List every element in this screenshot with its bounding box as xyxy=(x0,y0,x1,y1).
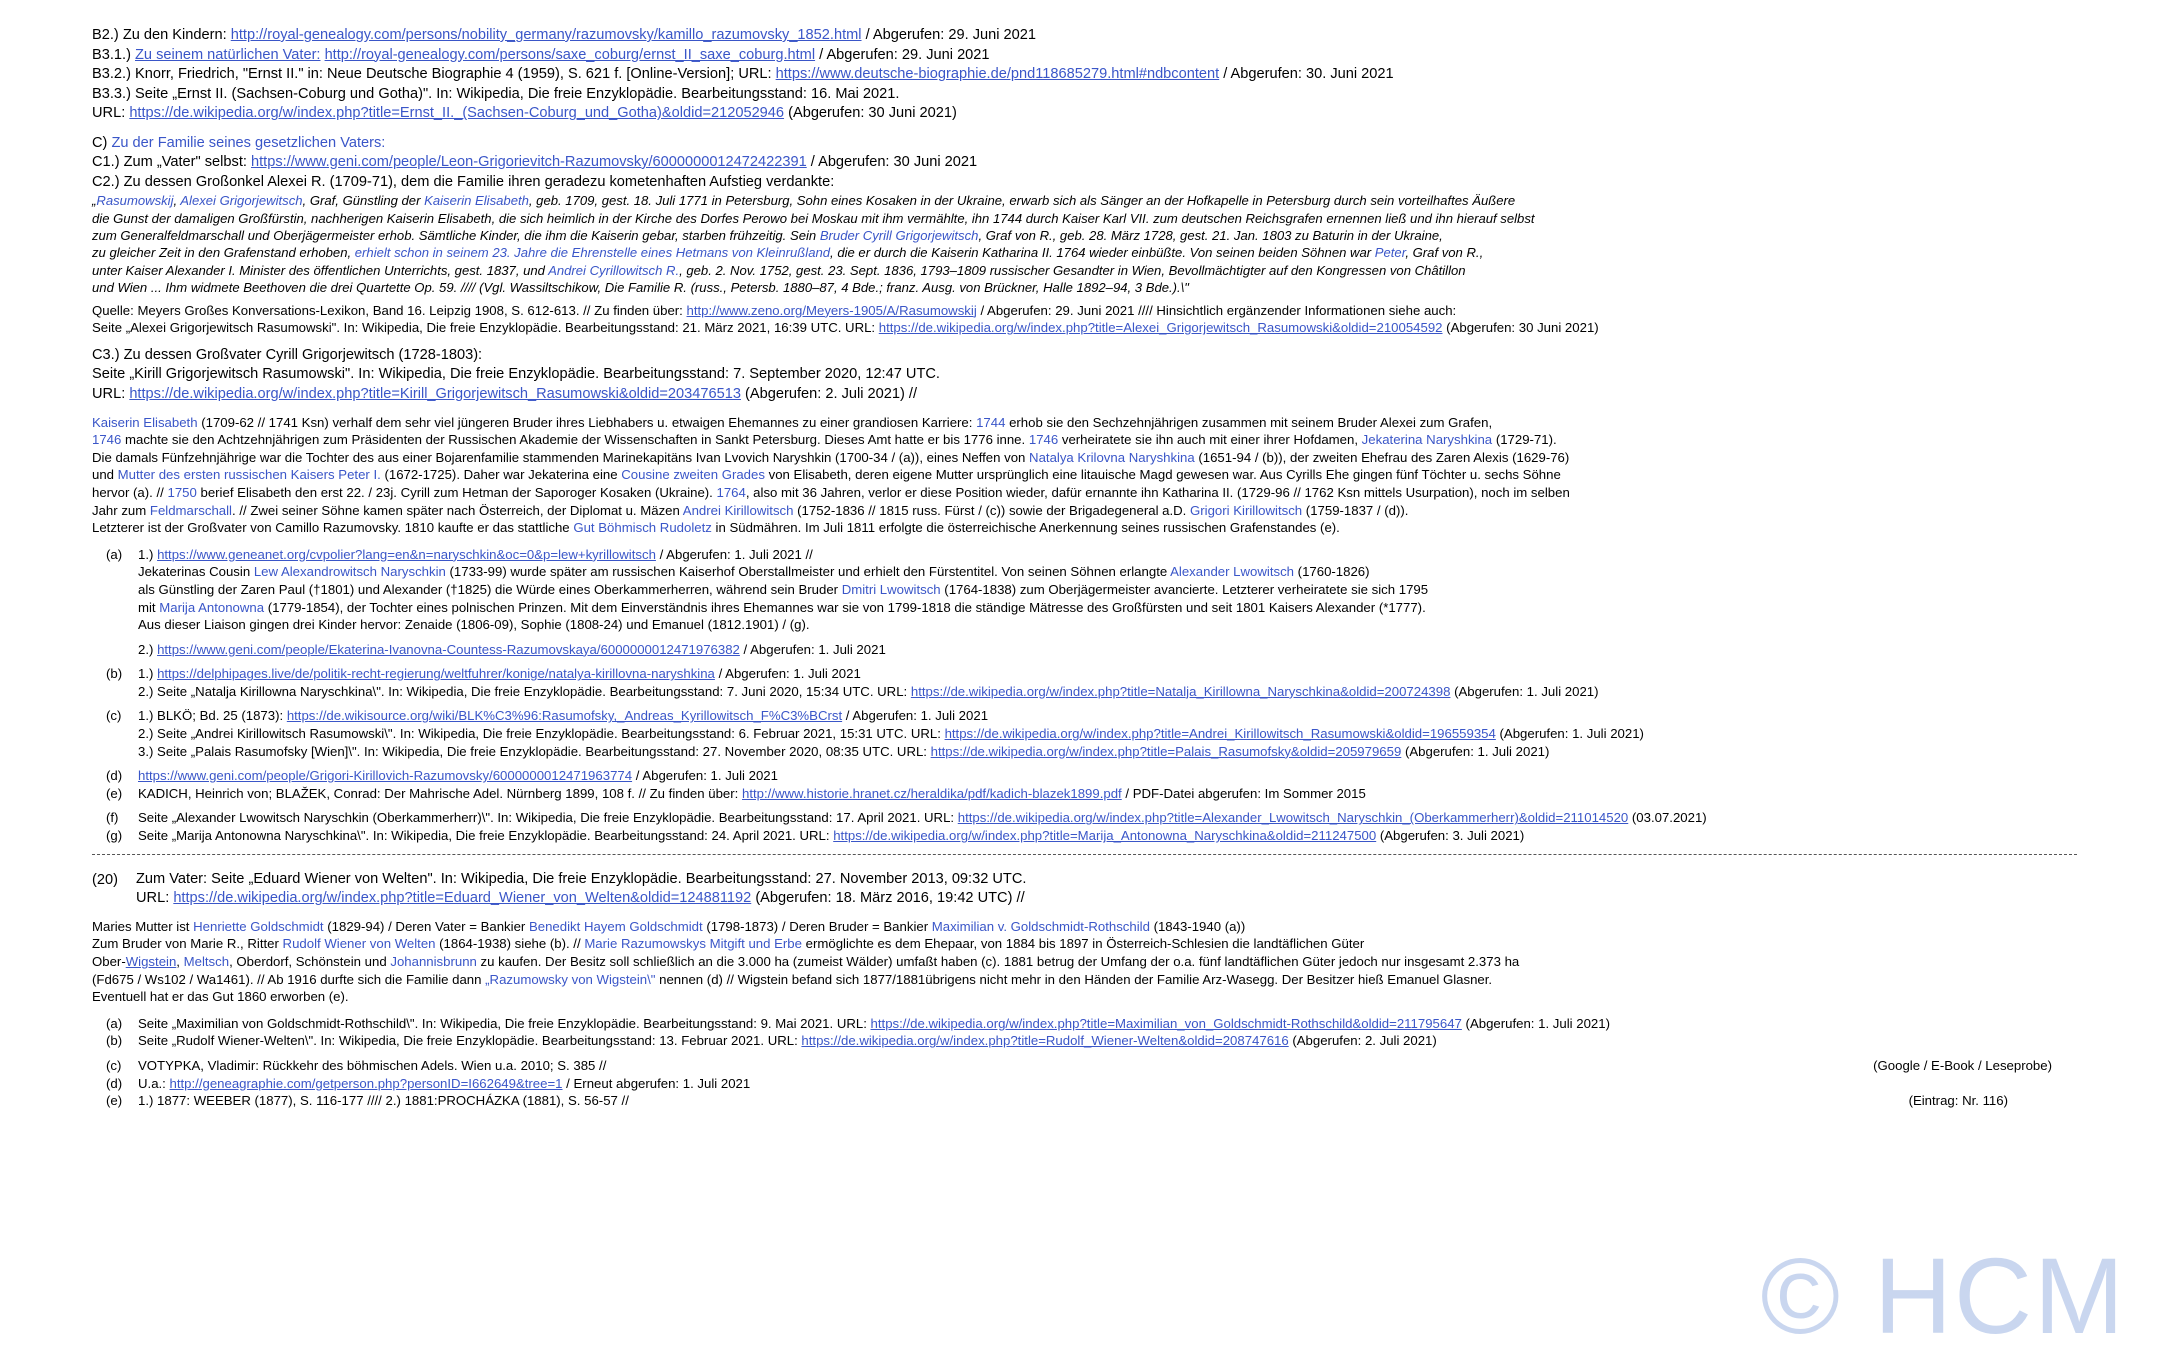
footnote-line: Aus dieser Liaison gingen drei Kinder hervor: Zenaide (1806-09), Sophie (1808-24) und Emanuel (1812.1901) / (g). xyxy=(138,617,810,633)
quote-line: unter Kaiser Alexander I. Minister des öffentlichen Unterrichts, gest. 1837, und Andrei Cyrillowitsch R., geb. 2. Nov. 1752, gest. 23. Sept. 1836, 1793–1809 russischer Gesandter in Wien, Bevollmächtigter auf den Kongressen von Châtillon xyxy=(92,262,1466,278)
quote-line: zum Generalfeldmarschall und Oberjägermeister erhob. Sämtliche Kinder, die ihm die Kaiserin gebar, starben frühzeitig. Sein Bruder Cyrill Grigorjewitsch, Graf von R., geb. 28. März 1728, gest. 21. Jan. 1803 zu Baturin in der Ukraine, xyxy=(92,227,1443,243)
footnote-label: (e) xyxy=(106,785,123,801)
b31-link[interactable]: http://royal-genealogy.com/persons/saxe_coburg/ernst_II_saxe_coburg.html xyxy=(324,46,816,63)
footnote-list-1 xyxy=(92,546,2134,845)
footnote-line: 2.) Seite „Andrei Kirillowitsch Rasumowski\". In: Wikipedia, Die freie Enzyklopädie. Bearbeitungsstand: 6. Februar 2021, 15:31 UTC. URL: https://de.wikipedia.org/w/index.php?title=Andrei_Kirillowitsch_Rasumowski&oldid=196559354 (Abgerufen: 1. Juli 2021) xyxy=(138,726,1644,742)
footnote-note: (Eintrag: Nr. 116) xyxy=(1908,1093,2008,1109)
footnote-line: KADICH, Heinrich von; BLAŽEK, Conrad: Der Mahrische Adel. Nürnberg 1899, 108 f. // Zu finden über: http://www.historie.hranet.cz/heraldika/pdf/kadich-blazek1899.pdf / PDF-Datei abgerufen: Im Sommer 2015 xyxy=(138,785,1366,801)
b2-tail: / Abgerufen: 29. Juni 2021 xyxy=(865,27,1036,43)
footnote-line: https://www.geni.com/people/Grigori-Kirillovich-Razumovsky/6000000012471963774 / Abgerufen: 1. Juli 2021 xyxy=(138,768,778,784)
b31-tail: / Abgerufen: 29. Juni 2021 xyxy=(819,46,990,63)
paragraph-line: 1746 machte sie den Achtzehnjährigen zum Präsidenten der Russischen Akademie der Wissenschaften in Sankt Petersburg. Dieses Amt hatte er bis 1776 inne. 1746 verheiratete sie ihn auch mit einer ihrer Hofdamen, Jekaterina Naryshkina (1729-71). xyxy=(92,432,1557,448)
quote-line: und Wien ... Ihm widmete Beethoven die drei Quartette Op. 59. //// (Vgl. Wassiltschikow, Die Familie R. (russ., Petersb. 1880–87, 4 Bde.; franz. Ausg. von Brückner, Halle 1892–94, 3 Bde.).\" xyxy=(92,280,1189,296)
footnote-row xyxy=(92,1092,2134,1110)
quote-line: die Gunst der damaligen Großfürstin, nachherigen Kaiserin Elisabeth, die sich heimlich in der Kirche des Dorfes Perowo bei Moskau mit ihm vermählte, ihn 1744 durch Kaiser Karl VII. zum deutschen Reichsgrafen ernennen ließ und ihn hierauf selbst xyxy=(92,210,1535,226)
reference-b33-line1 xyxy=(92,85,2134,105)
c3-tail: (Abgerufen: 2. Juli 2021) // xyxy=(745,385,918,402)
footnote-row xyxy=(92,1075,2134,1093)
paragraph-line: Die damals Fünfzehnjährige war die Tochter des aus einer Bojarenfamilie stammenden Marinekapitäns Ivan Lvovich Naryshkin (1700-34 / (a)), eines Neffen von Natalya Krilovna Naryshkina (1651-94 / (b)), der zweiten Ehefrau des Zaren Alexis (1629-76) xyxy=(92,449,1570,465)
footnote-row xyxy=(92,827,2134,845)
c2-wiki-prefix: Seite „Alexei Grigorjewitsch Rasumowski". In: Wikipedia, Die freie Enzyklopädie. Bearbeitungsstand: 21. März 2021, 16:39 UTC. URL: xyxy=(92,320,876,336)
paragraph-line: Eventuell hat er das Gut 1860 erworben (e). xyxy=(92,989,349,1005)
footnote-row xyxy=(92,1032,2134,1050)
b2-link[interactable]: http://royal-genealogy.com/persons/nobility_germany/razumovsky/kamillo_razumovsky_1852.html xyxy=(230,27,862,43)
footnote-line: Seite „Alexander Lwowitsch Naryschkin (Oberkammerherr)\". In: Wikipedia, Die freie Enzyklopädie. Bearbeitungsstand: 17. April 2021. URL: https://de.wikipedia.org/w/index.php?title=Alexander_Lwowitsch_Naryschkin_(Oberkammerherr)&oldid=211014520 (03.07.2021) xyxy=(138,810,1707,826)
footnote-label: (c) xyxy=(106,1057,122,1073)
c2-label: C2.) Zu dessen Großonkel Alexei R. (1709-71), dem die Familie ihren geradezu kometenhaften Aufstieg verdankte: xyxy=(92,173,835,190)
footnote-line: Seite „Maximilian von Goldschmidt-Rothschild\". In: Wikipedia, Die freie Enzyklopädie. Bearbeitungsstand: 9. Mai 2021. URL: https://de.wikipedia.org/w/index.php?title=Maximilian_von_Goldschmidt-Rothschild&oldid=211795647 (Abgerufen: 1. Juli 2021) xyxy=(138,1015,1610,1031)
footnote-label: (c) xyxy=(106,708,122,724)
entry-20-url-link[interactable]: https://de.wikipedia.org/w/index.php?title=Eduard_Wiener_von_Welten&oldid=124881192 xyxy=(173,890,752,907)
c2-source-prefix: Quelle: Meyers Großes Konversations-Lexikon, Band 16. Leipzig 1908, S. 612-613. // Zu finden über: xyxy=(92,302,683,318)
reference-b31 xyxy=(92,46,2134,66)
b33-line1: B3.3.) Seite „Ernst II. (Sachsen-Coburg und Gotha)". In: Wikipedia, Die freie Enzyklopädie. Bearbeitungsstand: 16. Mai 2021. xyxy=(92,85,900,102)
entry-20 xyxy=(92,870,2134,909)
c1-link[interactable]: https://www.geni.com/people/Leon-Grigorievitch-Razumovsky/6000000012472422391 xyxy=(251,153,807,170)
paragraph-line: und Mutter des ersten russischen Kaisers Peter I. (1672-1725). Daher war Jekaterina eine Cousine zweiten Grades von Elisabeth, deren eigene Mutter ursprünglich eine litauische Magd gewesen war. Aus Cyrills Ehe gingen fünf Töchter u. sechs Söhne xyxy=(92,467,1561,483)
c3-url-label: URL: xyxy=(92,385,126,402)
entry-20-url-line xyxy=(136,889,2134,909)
entry-20-paragraph xyxy=(92,918,2134,1006)
paragraph-line: (Fd675 / Ws102 / Wa1461). // Ab 1916 durfte sich die Familie dann „Razumowsky von Wigstein\" nennen (d) // Wigstein befand sich 1877/1881übrigens nicht mehr in den Händen der Familie Arz-Wasegg. Der Besitzer hieß Emanuel Glasner. xyxy=(92,971,1493,987)
footnote-line: mit Marija Antonowna (1779-1854), der Tochter eines polnischen Prinzen. Mit dem Einverständnis ihres Ehemannes war sie von 1799-1818 die ständige Mätresse des Großfürsten und seit 1801 Kaisers Alexander (*1777). xyxy=(138,599,1426,615)
reference-c2-label xyxy=(92,173,2134,193)
watermark: © HCM xyxy=(1760,1235,2126,1356)
b32-tail: / Abgerufen: 30. Juni 2021 xyxy=(1223,66,1394,83)
footnote-label: (b) xyxy=(106,666,123,682)
paragraph-line: Letzterer ist der Großvater von Camillo Razumovsky. 1810 kaufte er das stattliche Gut Böhmisch Rudoletz in Südmähren. Im Juli 1811 erfolgte die österreichische Anerkennung seines russischen Grafenstandes (e). xyxy=(92,520,1340,536)
c2-wiki-line xyxy=(92,319,2134,337)
footnote-text: 1.) 1877: WEEBER (1877), S. 116-177 //// 2.) 1881:PROCHÁZKA (1881), S. 56-57 // xyxy=(138,1093,629,1109)
footnote-line xyxy=(138,1057,2134,1075)
reference-b33-url xyxy=(92,104,2134,124)
b32-link[interactable]: https://www.deutsche-biographie.de/pnd118685279.html#ndbcontent xyxy=(775,66,1220,83)
reference-b2 xyxy=(92,26,2134,46)
footnote-note: (Google / E-Book / Leseprobe) xyxy=(1873,1057,2052,1073)
reference-b32 xyxy=(92,65,2134,85)
footnote-row xyxy=(92,665,2134,700)
footnote-label: (g) xyxy=(106,828,123,844)
footnote-line: Seite „Rudolf Wiener-Welten\". In: Wikipedia, Die freie Enzyklopädie. Bearbeitungsstand: 13. Februar 2021. URL: https://de.wikipedia.org/w/index.php?title=Rudolf_Wiener-Welten&oldid=208747616 (Abgerufen: 2. Juli 2021) xyxy=(138,1033,1437,1049)
footnote-label: (b) xyxy=(106,1033,123,1049)
b31-label: B3.1.) xyxy=(92,46,131,63)
footnote-line: U.a.: http://geneagraphie.com/getperson.php?personID=I662649&tree=1 / Erneut abgerufen: 1. Juli 2021 xyxy=(138,1075,751,1091)
paragraph-line: Jahr zum Feldmarschall. // Zwei seiner Söhne kamen später nach Österreich, der Diplomat u. Mäzen Andrei Kirillowitsch (1752-1836 // 1815 russ. Fürst / (c)) sowie der Brigadegeneral a.D. Grigori Kirillowitsch (1759-1837 / (d)). xyxy=(92,502,1409,518)
footnote-line: Seite „Marija Antonowna Naryschkina\". In: Wikipedia, Die freie Enzyklopädie. Bearbeitungsstand: 24. April 2021. URL: https://de.wikipedia.org/w/index.php?title=Marija_Antonowna_Naryschkina&oldid=211247500 (Abgerufen: 3. Juli 2021) xyxy=(138,828,1525,844)
paragraph-line: Ober-Wigstein, Meltsch, Oberdorf, Schönstein und Johannisbrunn zu kaufen. Der Besitz soll schließlich an die 3.000 ha (zumeist Wälder) umfaßt haben (c). 1881 betrug der Umfang der o.a. fünf landtäflichen Güter jedoch nur insgesamt 2.373 ha xyxy=(92,954,1520,969)
footnote-row xyxy=(92,546,2134,659)
b33-tail: (Abgerufen: 30 Juni 2021) xyxy=(788,105,957,122)
razumovsky-history-paragraph xyxy=(92,414,2134,537)
b2-label: B2.) Zu den Kindern: xyxy=(92,27,227,43)
footnote-label: (f) xyxy=(106,810,119,826)
footnote-row xyxy=(92,767,2134,785)
c2-wiki-tail: (Abgerufen: 30 Juni 2021) xyxy=(1446,320,1599,336)
c1-label: C1.) Zum „Vater" selbst: xyxy=(92,153,247,170)
footnote-row xyxy=(92,1015,2134,1033)
section-c-prefix: C) xyxy=(92,134,108,151)
c2-source-line xyxy=(92,302,2134,320)
footnote-line: 2.) https://www.geni.com/people/Ekaterina-Ivanovna-Countess-Razumovskaya/6000000012471976382 / Abgerufen: 1. Juli 2021 xyxy=(138,641,886,657)
paragraph-line: Zum Bruder von Marie R., Ritter Rudolf Wiener von Welten (1864-1938) siehe (b). // Marie Razumowskys Mitgift und Erbe ermöglichte es dem Ehepaar, von 1884 bis 1897 in Österreich-Schlesien die landtäflichen Güter xyxy=(92,936,1365,952)
quote-line: „Rasumowskij, Alexei Grigorjewitsch, Graf, Günstling der Kaiserin Elisabeth, geb. 1709, gest. 18. Juli 1771 in Petersburg, Sohn eines Kosaken in der Ukraine, erwarb sich als Sänger an der Hofkapelle in Petersburg durch sein vorteilhaftes Äußere xyxy=(92,193,1516,209)
footnote-label: (d) xyxy=(106,768,123,784)
c3-line1: Seite „Kirill Grigorjewitsch Rasumowski". In: Wikipedia, Die freie Enzyklopädie. Bearbeitungsstand: 7. September 2020, 12:47 UTC. xyxy=(92,366,940,383)
c1-tail: / Abgerufen: 30 Juni 2021 xyxy=(810,153,978,170)
entry-20-number: (20) xyxy=(92,871,118,888)
reference-c3-line1 xyxy=(92,365,2134,385)
paragraph-line: Kaiserin Elisabeth (1709-62 // 1741 Ksn) verhalf dem sehr viel jüngeren Bruder ihres Liebhabers u. etwaigen Ehemannes zu einer grandiosen Karriere: 1744 erhob sie den Sechzehnjährigen zusammen mit seinem Bruder Alexei zum Grafen, xyxy=(92,414,1493,430)
b32-text: B3.2.) Knorr, Friedrich, "Ernst II." in: Neue Deutsche Biographie 4 (1959), S. 621 f. [Online-Version]; URL: xyxy=(92,66,772,83)
footnote-text: VOTYPKA, Vladimir: Rückkehr des böhmischen Adels. Wien u.a. 2010; S. 385 // xyxy=(138,1057,607,1073)
reference-c1 xyxy=(92,153,2134,173)
footnote-row xyxy=(92,707,2134,760)
footnote-label: (e) xyxy=(106,1093,123,1109)
section-c-heading xyxy=(92,133,2134,153)
b33-url-label: URL: xyxy=(92,105,126,122)
footnote-line: 1.) BLKÖ; Bd. 25 (1873): https://de.wikisource.org/wiki/BLK%C3%96:Rasumofsky,_Andreas_Kyrillowitsch_F%C3%BCrst / Abgerufen: 1. Juli 2021 xyxy=(138,708,989,724)
c3-label: C3.) Zu dessen Großvater Cyrill Grigorjewitsch (1728-1803): xyxy=(92,346,483,363)
footnote-label: (a) xyxy=(106,546,123,562)
footnote-line: Jekaterinas Cousin Lew Alexandrowitsch Naryschkin (1733-99) wurde später am russischen Kaiserhof Oberstallmeister und erhielt den Fürstentitel. Von seinen Söhnen erlangte Alexander Lwowitsch (1760-1826) xyxy=(138,564,1370,580)
b31-sublabel[interactable]: Zu seinem natürlichen Vater: xyxy=(135,46,321,63)
paragraph-line: Maries Mutter ist Henriette Goldschmidt (1829-94) / Deren Vater = Bankier Benedikt Hayem Goldschmidt (1798-1873) / Deren Bruder = Bankier Maximilian v. Goldschmidt-Rothschild (1843-1940 (a)) xyxy=(92,918,1246,934)
footnote-line: 2.) Seite „Natalja Kirillowna Naryschkina\". In: Wikipedia, Die freie Enzyklopädie. Bearbeitungsstand: 7. Juni 2020, 15:34 UTC. URL: https://de.wikipedia.org/w/index.php?title=Natalja_Kirillowna_Naryschkina&oldid=200724398 (Abgerufen: 1. Juli 2021) xyxy=(138,683,1599,699)
reference-c3-label xyxy=(92,346,2134,366)
reference-c3-url xyxy=(92,385,2134,405)
c2-quote xyxy=(92,192,2134,296)
footnote-line xyxy=(138,1092,2134,1110)
entry-20-line1-text: Zum Vater: Seite „Eduard Wiener von Welten". In: Wikipedia, Die freie Enzyklopädie. Bearbeitungsstand: 27. November 2013, 09:32 UTC. xyxy=(136,870,1027,887)
footnote-line: 3.) Seite „Palais Rasumofsky [Wien]\". In: Wikipedia, Die freie Enzyklopädie. Bearbeitungsstand: 27. November 2020, 08:35 UTC. URL: https://de.wikipedia.org/w/index.php?title=Palais_Rasumofsky&oldid=205979659 (Abgerufen: 1. Juli 2021) xyxy=(138,743,1550,759)
c2-source-link[interactable]: http://www.zeno.org/Meyers-1905/A/Rasumowskij xyxy=(686,302,977,318)
entry-20-url-tail: (Abgerufen: 18. März 2016, 19:42 UTC) // xyxy=(755,890,1025,907)
footnote-line: 1.) https://delphipages.live/de/politik-recht-regierung/weltfuhrer/konige/natalya-kirillovna-naryshkina / Abgerufen: 1. Juli 2021 xyxy=(138,666,861,682)
footnote-line: als Günstling der Zaren Paul (†1801) und Alexander (†1825) die Würde eines Oberkammerherren, während sein Bruder Dmitri Lwowitsch (1764-1838) zum Oberjägermeister avancierte. Letzterer verheiratete sie sich 1795 xyxy=(138,581,1429,597)
footnote-line: 1.) https://www.geneanet.org/cvpolier?lang=en&n=naryschkin&oc=0&p=lew+kyrillowitsch / Abgerufen: 1. Juli 2021 // xyxy=(138,546,813,562)
section-c-title: Zu der Familie seines gesetzlichen Vaters: xyxy=(111,134,386,151)
footnote-row xyxy=(92,785,2134,803)
footnote-label: (d) xyxy=(106,1075,123,1091)
footnote-row xyxy=(92,1057,2134,1075)
c3-link[interactable]: https://de.wikipedia.org/w/index.php?title=Kirill_Grigorjewitsch_Rasumowski&oldid=203476513 xyxy=(129,385,741,402)
quote-line: zu gleicher Zeit in den Grafenstand erhoben, erhielt schon in seinem 23. Jahre die Ehrenstelle eines Hetmans von Kleinrußland, die er durch die Kaiserin Katharina II. 1764 wieder einbüßte. Von seinen beiden Söhnen war Peter, Graf von R., xyxy=(92,245,1484,261)
entry-20-url-label: URL: xyxy=(136,890,170,907)
footnote-list-2 xyxy=(92,1015,2134,1110)
c2-wiki-link[interactable]: https://de.wikipedia.org/w/index.php?title=Alexei_Grigorjewitsch_Rasumowski&oldid=210054592 xyxy=(878,320,1443,336)
footnote-row xyxy=(92,809,2134,827)
b33-link[interactable]: https://de.wikipedia.org/w/index.php?title=Ernst_II._(Sachsen-Coburg_und_Gotha)&oldid=212052946 xyxy=(129,105,785,122)
entry-20-line1 xyxy=(136,870,2134,890)
footnote-label: (a) xyxy=(106,1015,123,1031)
paragraph-line: hervor (a). // 1750 berief Elisabeth den erst 22. / 23j. Cyrill zum Hetman der Saporoger Kosaken (Ukraine). 1764, also mit 36 Jahren, verlor er diese Position wieder, dafür ernannte ihn Katharina II. (1729-96 // 1762 Ksn mittels Usurpation), noch im selben xyxy=(92,484,1570,500)
c2-source-tail: / Abgerufen: 29. Juni 2021 //// Hinsichtlich ergänzender Informationen siehe auch: xyxy=(980,302,1457,318)
